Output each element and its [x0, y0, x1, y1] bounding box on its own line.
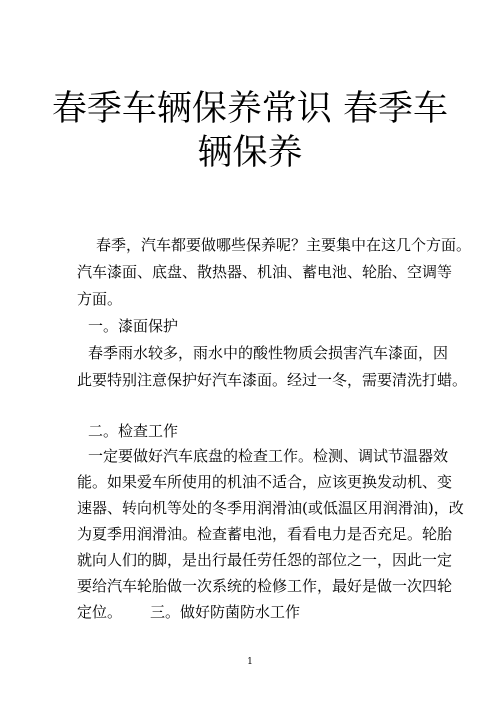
- section-heading: 一。漆面保护: [88, 317, 179, 335]
- body-line: 能。如果爱车所使用的机油不适合，应该更换发动机、变: [77, 473, 453, 491]
- body-line: 就向人们的脚，是出行最任劳任怨的部位之一，因此一定: [77, 551, 453, 569]
- body-line: 要给汽车轮胎做一次系统的检修工作，最好是做一次四轮: [77, 577, 453, 595]
- document-title-line-1: 春季车辆保养常识 春季车: [51, 89, 449, 129]
- body-line: 此要特别注意保护好汽车漆面。经过一冬，需要清洗打蜡。: [77, 371, 468, 389]
- body-line: 汽车漆面、底盘、散热器、机油、蓄电池、轮胎、空调等: [77, 263, 453, 281]
- page-number: 1: [247, 657, 253, 667]
- document-title-line-2: 辆保养: [197, 133, 303, 173]
- body-line: 定位。: [77, 603, 123, 621]
- body-line: 方面。: [77, 290, 123, 308]
- body-line: 一定要做好汽车底盘的检查工作。检测、调试节温器效: [88, 447, 449, 465]
- body-line: 为夏季用润滑油。检查蓄电池，看看电力是否充足。轮胎: [77, 525, 453, 543]
- body-line: 春季雨水较多，雨水中的酸性物质会损害汽车漆面，因: [88, 344, 449, 362]
- section-heading: 二。检查工作: [88, 422, 179, 440]
- body-line: 春季，汽车都要做哪些保养呢？主要集中在这几个方面。: [96, 236, 472, 254]
- section-heading: 三。做好防菌防水工作: [150, 603, 301, 621]
- body-line: 速器、转向机等处的冬季用润滑油(或低温区用润滑油)，改: [77, 499, 464, 517]
